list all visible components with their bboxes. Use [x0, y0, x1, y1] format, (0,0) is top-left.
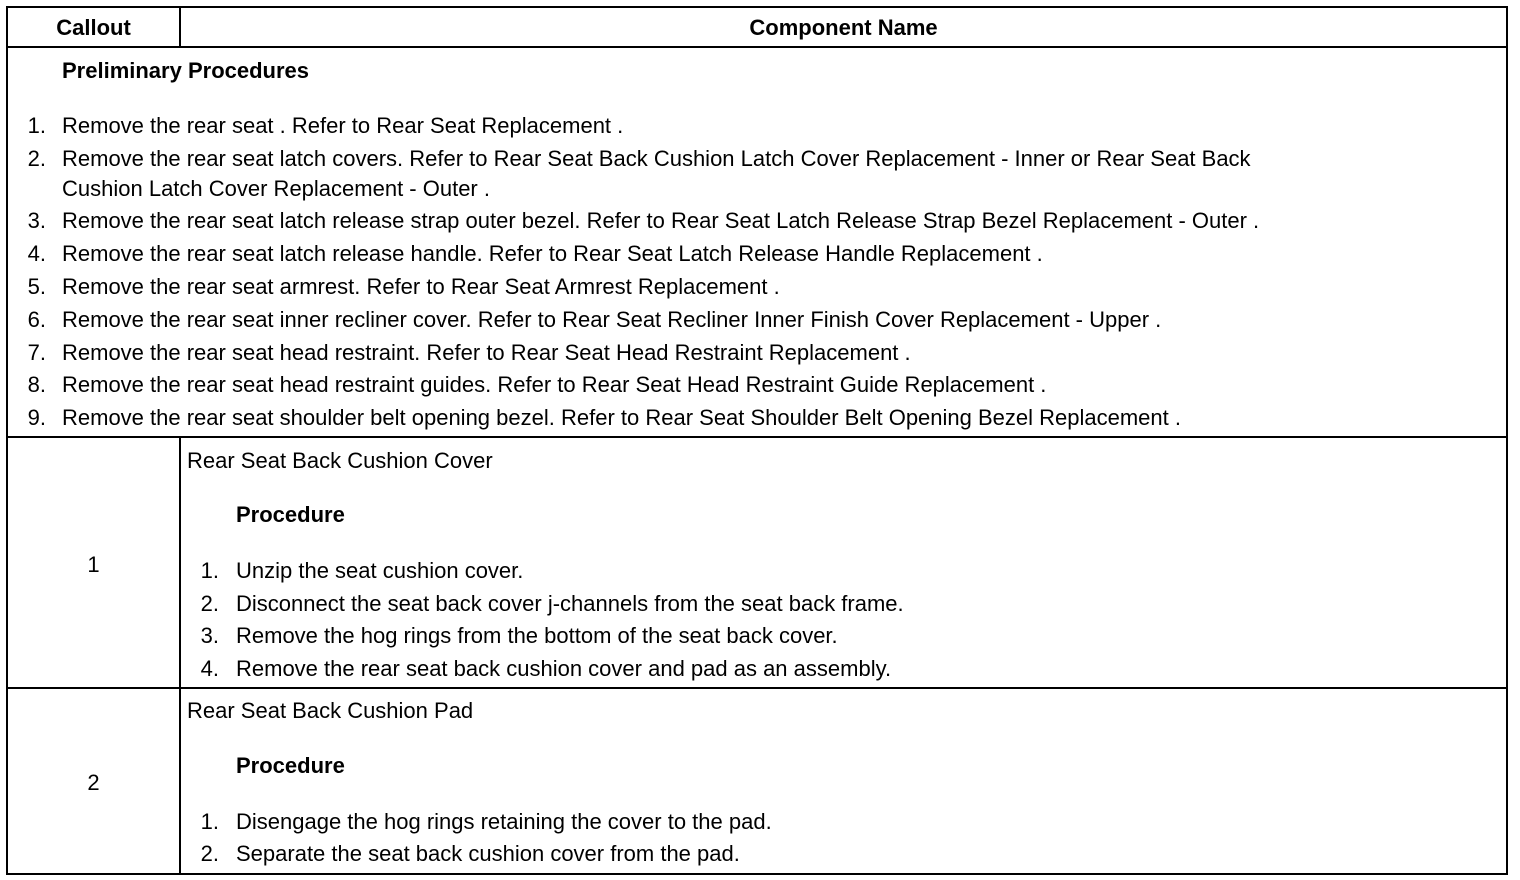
- step-text: Remove the rear seat shoulder belt opening bezel. Refer to Rear Seat Shoulder Belt Opening Bezel Replacement .: [62, 405, 1181, 430]
- step-text: Remove the rear seat inner recliner cover. Refer to Rear Seat Recliner Inner Finish Cover Replacement - Upper .: [62, 307, 1162, 332]
- step-text: Remove the rear seat latch covers. Refer to Rear Seat Back Cushion Latch Cover Replacement - Inner or Rear Seat Back: [62, 146, 1251, 171]
- step-number: 3.: [27, 208, 46, 233]
- step-number: 7.: [27, 340, 46, 365]
- callout-number: 2: [87, 770, 100, 795]
- component-name: Rear Seat Back Cushion Cover: [187, 448, 493, 473]
- preliminary-title: Preliminary Procedures: [62, 58, 310, 83]
- step-text: Remove the rear seat latch release strap outer bezel. Refer to Rear Seat Latch Release Strap Bezel Replacement - Outer .: [62, 208, 1260, 233]
- step-number: 2.: [200, 591, 219, 616]
- step-number: 3.: [200, 623, 219, 648]
- procedure-title: Procedure: [236, 502, 345, 527]
- step-text-continued: Cushion Latch Cover Replacement - Outer .: [62, 176, 490, 201]
- header-divider: [6, 46, 1508, 48]
- step-text: Unzip the seat cushion cover.: [236, 558, 524, 583]
- step-text: Separate the seat back cushion cover from the pad.: [236, 841, 740, 866]
- step-text: Disconnect the seat back cover j-channels from the seat back frame.: [236, 591, 904, 616]
- step-number: 5.: [27, 274, 46, 299]
- callout-number: 1: [87, 552, 100, 577]
- step-number: 2.: [27, 146, 46, 171]
- step-number: 8.: [27, 372, 46, 397]
- step-number: 4.: [200, 656, 219, 681]
- procedure-title: Procedure: [236, 753, 345, 778]
- step-number: 9.: [27, 405, 46, 430]
- column-divider: [179, 436, 181, 875]
- step-number: 6.: [27, 307, 46, 332]
- step-text: Disengage the hog rings retaining the cover to the pad.: [236, 809, 772, 834]
- step-number: 2.: [200, 841, 219, 866]
- step-text: Remove the rear seat armrest. Refer to Rear Seat Armrest Replacement .: [62, 274, 780, 299]
- row-divider: [6, 436, 1508, 438]
- header-component-name: Component Name: [749, 15, 938, 40]
- step-number: 1.: [200, 809, 219, 834]
- step-number: 1.: [27, 113, 46, 138]
- step-text: Remove the rear seat latch release handle. Refer to Rear Seat Latch Release Handle Replacement .: [62, 241, 1043, 266]
- step-text: Remove the rear seat head restraint. Refer to Rear Seat Head Restraint Replacement .: [62, 340, 911, 365]
- step-number: 1.: [200, 558, 219, 583]
- step-text: Remove the rear seat . Refer to Rear Seat Replacement .: [62, 113, 624, 138]
- row-divider: [6, 687, 1508, 689]
- component-name: Rear Seat Back Cushion Pad: [187, 698, 474, 723]
- header-callout: Callout: [56, 15, 131, 40]
- step-text: Remove the rear seat back cushion cover and pad as an assembly.: [236, 656, 892, 681]
- step-number: 4.: [27, 241, 46, 266]
- step-text: Remove the rear seat head restraint guides. Refer to Rear Seat Head Restraint Guide Replacement .: [62, 372, 1047, 397]
- step-text: Remove the hog rings from the bottom of the seat back cover.: [236, 623, 838, 648]
